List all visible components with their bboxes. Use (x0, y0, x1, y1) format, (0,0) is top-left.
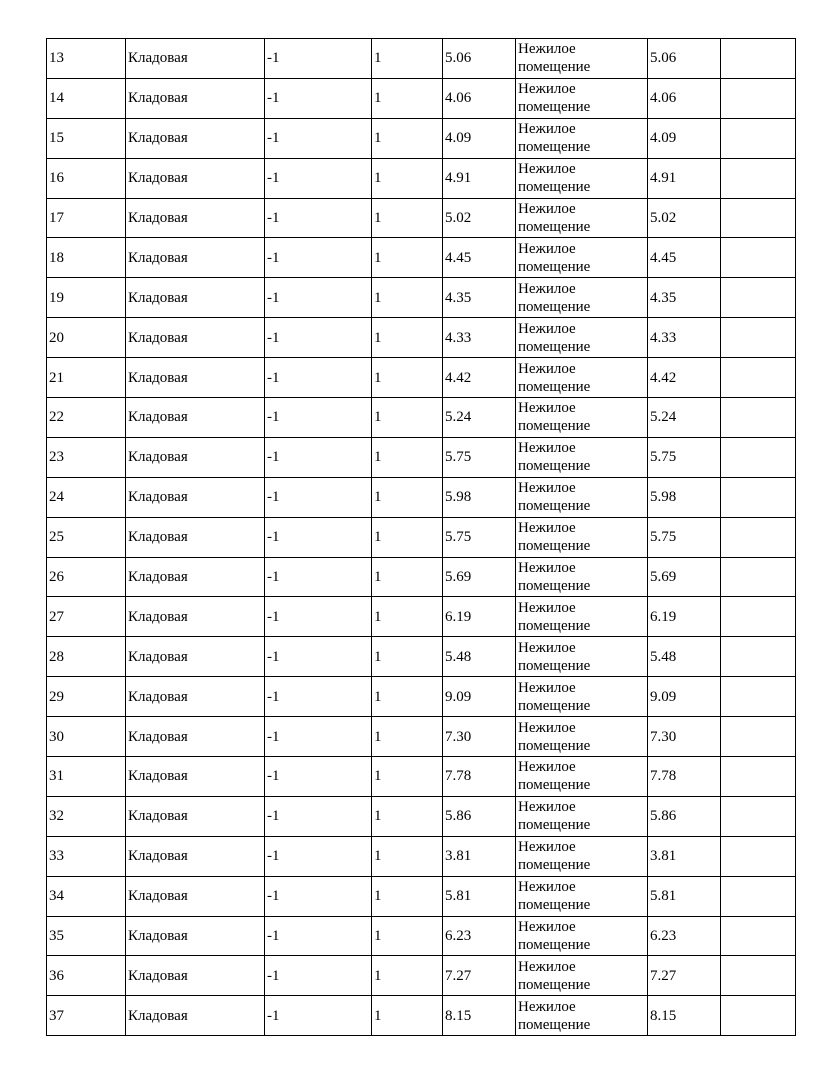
cell-area: 6.19 (443, 597, 516, 637)
premises-table (46, 38, 796, 1036)
premises-type-line1: Нежилое (518, 560, 576, 577)
cell-floor: -1 (265, 517, 372, 557)
table-row (47, 956, 796, 996)
cell-room-name: Кладовая (126, 836, 265, 876)
cell-number: 19 (47, 278, 126, 318)
cell-note (721, 916, 796, 956)
cell-floor: -1 (265, 398, 372, 438)
premises-type-line2: помещение (518, 258, 591, 275)
cell-floor: -1 (265, 836, 372, 876)
table-row (47, 517, 796, 557)
table-row (47, 916, 796, 956)
cell-premises-type (516, 118, 648, 158)
premises-type-line1: Нежилое (518, 679, 576, 696)
table-row (47, 78, 796, 118)
cell-area-total: 4.06 (648, 78, 721, 118)
cell-number: 35 (47, 916, 126, 956)
cell-room-name: Кладовая (126, 358, 265, 398)
cell-number: 20 (47, 318, 126, 358)
cell-area-total: 5.81 (648, 876, 721, 916)
cell-area-total: 8.15 (648, 996, 721, 1036)
premises-type-line2: помещение (518, 99, 591, 116)
cell-count: 1 (372, 238, 443, 278)
cell-count: 1 (372, 198, 443, 238)
cell-note (721, 158, 796, 198)
table-row (47, 836, 796, 876)
cell-room-name: Кладовая (126, 78, 265, 118)
cell-area-total: 7.78 (648, 757, 721, 797)
cell-count: 1 (372, 398, 443, 438)
cell-note (721, 198, 796, 238)
cell-area: 5.24 (443, 398, 516, 438)
cell-count: 1 (372, 796, 443, 836)
premises-type-line2: помещение (518, 857, 591, 874)
cell-floor: -1 (265, 876, 372, 916)
cell-area-total: 5.06 (648, 39, 721, 79)
cell-note (721, 318, 796, 358)
cell-premises-type (516, 996, 648, 1036)
cell-area: 4.06 (443, 78, 516, 118)
premises-type-line1: Нежилое (518, 240, 576, 257)
cell-area-total: 4.45 (648, 238, 721, 278)
cell-count: 1 (372, 876, 443, 916)
table-row (47, 637, 796, 677)
cell-count: 1 (372, 477, 443, 517)
cell-premises-type (516, 717, 648, 757)
cell-area-total: 9.09 (648, 677, 721, 717)
premises-type-line2: помещение (518, 219, 591, 235)
cell-count: 1 (372, 637, 443, 677)
premises-type-line2: помещение (518, 458, 591, 475)
cell-premises-type (516, 318, 648, 358)
table-row (47, 557, 796, 597)
cell-count: 1 (372, 358, 443, 398)
premises-type-line2: помещение (518, 657, 591, 674)
premises-type-line2: помещение (518, 617, 591, 634)
premises-type-line2: помещение (518, 498, 591, 515)
premises-type-line2: помещение (518, 59, 591, 76)
cell-premises-type (516, 358, 648, 398)
cell-area-total: 5.69 (648, 557, 721, 597)
cell-premises-type (516, 916, 648, 956)
cell-number: 33 (47, 836, 126, 876)
cell-area: 5.02 (443, 198, 516, 238)
premises-table-body (47, 39, 796, 1036)
cell-room-name: Кладовая (126, 996, 265, 1036)
cell-number: 22 (47, 398, 126, 438)
cell-area: 7.78 (443, 757, 516, 797)
premises-type-line2: помещение (518, 976, 591, 993)
cell-premises-type (516, 278, 648, 318)
cell-floor: -1 (265, 278, 372, 318)
cell-floor: -1 (265, 956, 372, 996)
cell-number: 24 (47, 477, 126, 517)
cell-area: 5.75 (443, 437, 516, 477)
cell-floor: -1 (265, 796, 372, 836)
cell-note (721, 836, 796, 876)
cell-room-name: Кладовая (126, 198, 265, 238)
cell-premises-type (516, 437, 648, 477)
cell-note (721, 238, 796, 278)
cell-note (721, 278, 796, 318)
cell-area-total: 3.81 (648, 836, 721, 876)
cell-area-total: 4.42 (648, 358, 721, 398)
cell-area: 4.45 (443, 238, 516, 278)
cell-room-name: Кладовая (126, 677, 265, 717)
cell-note (721, 717, 796, 757)
cell-room-name: Кладовая (126, 238, 265, 278)
cell-premises-type (516, 238, 648, 278)
premises-type-line1: Нежилое (518, 320, 576, 337)
cell-area: 5.06 (443, 39, 516, 79)
premises-type-line1: Нежилое (518, 639, 576, 656)
cell-area: 5.86 (443, 796, 516, 836)
cell-area: 6.23 (443, 916, 516, 956)
premises-type-line1: Нежилое (518, 919, 576, 936)
cell-number: 14 (47, 78, 126, 118)
premises-type-line1: Нежилое (518, 879, 576, 896)
cell-note (721, 637, 796, 677)
cell-number: 21 (47, 358, 126, 398)
cell-floor: -1 (265, 557, 372, 597)
cell-premises-type (516, 836, 648, 876)
premises-type-line2: помещение (518, 578, 591, 595)
cell-note (721, 398, 796, 438)
table-row (47, 437, 796, 477)
cell-number: 25 (47, 517, 126, 557)
premises-type-line1: Нежилое (518, 799, 576, 816)
premises-type-line2: помещение (518, 538, 591, 555)
cell-premises-type (516, 398, 648, 438)
premises-type-line2: помещение (518, 418, 591, 435)
cell-premises-type (516, 876, 648, 916)
cell-premises-type (516, 198, 648, 238)
cell-area: 4.42 (443, 358, 516, 398)
cell-area: 5.48 (443, 637, 516, 677)
cell-floor: -1 (265, 996, 372, 1036)
cell-floor: -1 (265, 717, 372, 757)
table-row (47, 238, 796, 278)
cell-room-name: Кладовая (126, 318, 265, 358)
cell-area-total: 6.23 (648, 916, 721, 956)
cell-number: 23 (47, 437, 126, 477)
premises-type-line1: Нежилое (518, 440, 576, 457)
cell-floor: -1 (265, 358, 372, 398)
cell-number: 26 (47, 557, 126, 597)
cell-note (721, 517, 796, 557)
cell-area-total: 7.27 (648, 956, 721, 996)
premises-type-line2: помещение (518, 1016, 591, 1033)
cell-floor: -1 (265, 238, 372, 278)
cell-floor: -1 (265, 198, 372, 238)
cell-number: 34 (47, 876, 126, 916)
premises-type-line2: помещение (518, 817, 591, 834)
cell-area: 4.91 (443, 158, 516, 198)
cell-area-total: 7.30 (648, 717, 721, 757)
cell-premises-type (516, 78, 648, 118)
premises-type-line2: помещение (518, 737, 591, 754)
cell-area: 4.09 (443, 118, 516, 158)
cell-area: 5.98 (443, 477, 516, 517)
cell-number: 17 (47, 198, 126, 238)
premises-type-line2: помещение (518, 897, 591, 914)
cell-room-name: Кладовая (126, 796, 265, 836)
cell-floor: -1 (265, 757, 372, 797)
cell-count: 1 (372, 996, 443, 1036)
cell-room-name: Кладовая (126, 118, 265, 158)
premises-type-line1: Нежилое (518, 81, 576, 98)
cell-floor: -1 (265, 597, 372, 637)
premises-type-line1: Нежилое (518, 161, 576, 178)
premises-type-line1: Нежилое (518, 998, 576, 1015)
cell-count: 1 (372, 557, 443, 597)
cell-floor: -1 (265, 118, 372, 158)
cell-number: 31 (47, 757, 126, 797)
cell-floor: -1 (265, 158, 372, 198)
table-row (47, 876, 796, 916)
cell-floor: -1 (265, 637, 372, 677)
cell-room-name: Кладовая (126, 597, 265, 637)
cell-premises-type (516, 637, 648, 677)
cell-number: 16 (47, 158, 126, 198)
cell-room-name: Кладовая (126, 956, 265, 996)
cell-number: 13 (47, 39, 126, 79)
cell-floor: -1 (265, 677, 372, 717)
cell-note (721, 437, 796, 477)
table-row (47, 39, 796, 79)
cell-count: 1 (372, 916, 443, 956)
cell-number: 27 (47, 597, 126, 637)
premises-type-line1: Нежилое (518, 360, 576, 377)
cell-floor: -1 (265, 477, 372, 517)
cell-note (721, 358, 796, 398)
premises-type-line1: Нежилое (518, 480, 576, 497)
cell-number: 32 (47, 796, 126, 836)
cell-count: 1 (372, 118, 443, 158)
cell-count: 1 (372, 597, 443, 637)
table-row (47, 118, 796, 158)
premises-type-line2: помещение (518, 139, 591, 156)
cell-number: 29 (47, 677, 126, 717)
cell-number: 28 (47, 637, 126, 677)
cell-premises-type (516, 39, 648, 79)
cell-count: 1 (372, 78, 443, 118)
cell-area: 8.15 (443, 996, 516, 1036)
cell-note (721, 796, 796, 836)
cell-note (721, 39, 796, 79)
cell-note (721, 118, 796, 158)
cell-count: 1 (372, 278, 443, 318)
premises-type-line1: Нежилое (518, 520, 576, 537)
premises-type-line2: помещение (518, 697, 591, 714)
cell-area: 5.69 (443, 557, 516, 597)
table-row (47, 757, 796, 797)
cell-premises-type (516, 796, 648, 836)
premises-type-line1: Нежилое (518, 759, 576, 776)
cell-area-total: 5.24 (648, 398, 721, 438)
cell-count: 1 (372, 158, 443, 198)
cell-area: 4.35 (443, 278, 516, 318)
cell-premises-type (516, 557, 648, 597)
cell-count: 1 (372, 437, 443, 477)
cell-area-total: 4.09 (648, 118, 721, 158)
cell-number: 18 (47, 238, 126, 278)
cell-premises-type (516, 597, 648, 637)
cell-number: 15 (47, 118, 126, 158)
cell-area: 3.81 (443, 836, 516, 876)
cell-room-name: Кладовая (126, 517, 265, 557)
premises-type-line2: помещение (518, 338, 591, 355)
cell-premises-type (516, 517, 648, 557)
premises-type-line2: помещение (518, 179, 591, 196)
cell-count: 1 (372, 517, 443, 557)
cell-note (721, 477, 796, 517)
cell-premises-type (516, 956, 648, 996)
cell-area: 7.30 (443, 717, 516, 757)
cell-note (721, 757, 796, 797)
cell-number: 37 (47, 996, 126, 1036)
cell-area-total: 6.19 (648, 597, 721, 637)
cell-number: 36 (47, 956, 126, 996)
premises-type-line2: помещение (518, 298, 591, 315)
cell-note (721, 876, 796, 916)
cell-room-name: Кладовая (126, 637, 265, 677)
premises-type-line1: Нежилое (518, 41, 576, 58)
table-row (47, 597, 796, 637)
cell-floor: -1 (265, 318, 372, 358)
premises-type-line2: помещение (518, 378, 591, 395)
premises-type-line1: Нежилое (518, 280, 576, 297)
cell-area-total: 5.02 (648, 198, 721, 238)
cell-premises-type (516, 757, 648, 797)
cell-room-name: Кладовая (126, 278, 265, 318)
table-row (47, 358, 796, 398)
cell-premises-type (516, 477, 648, 517)
table-row (47, 198, 796, 238)
cell-area-total: 5.48 (648, 637, 721, 677)
cell-note (721, 597, 796, 637)
table-row (47, 796, 796, 836)
cell-room-name: Кладовая (126, 717, 265, 757)
cell-area-total: 4.35 (648, 278, 721, 318)
cell-room-name: Кладовая (126, 39, 265, 79)
cell-area-total: 5.98 (648, 477, 721, 517)
cell-floor: -1 (265, 437, 372, 477)
cell-count: 1 (372, 677, 443, 717)
cell-premises-type (516, 677, 648, 717)
table-row (47, 677, 796, 717)
cell-area: 5.75 (443, 517, 516, 557)
cell-note (721, 996, 796, 1036)
cell-area-total: 4.91 (648, 158, 721, 198)
cell-note (721, 956, 796, 996)
cell-area: 4.33 (443, 318, 516, 358)
cell-area-total: 5.86 (648, 796, 721, 836)
cell-count: 1 (372, 836, 443, 876)
cell-note (721, 677, 796, 717)
cell-note (721, 557, 796, 597)
table-row (47, 318, 796, 358)
table-row (47, 996, 796, 1036)
cell-floor: -1 (265, 916, 372, 956)
cell-room-name: Кладовая (126, 757, 265, 797)
cell-room-name: Кладовая (126, 398, 265, 438)
cell-room-name: Кладовая (126, 158, 265, 198)
premises-type-line1: Нежилое (518, 958, 576, 975)
cell-area: 7.27 (443, 956, 516, 996)
cell-area-total: 5.75 (648, 437, 721, 477)
cell-count: 1 (372, 318, 443, 358)
premises-type-line2: помещение (518, 777, 591, 794)
table-row (47, 398, 796, 438)
premises-type-line1: Нежилое (518, 719, 576, 736)
premises-type-line1: Нежилое (518, 121, 576, 138)
cell-count: 1 (372, 956, 443, 996)
cell-area-total: 5.75 (648, 517, 721, 557)
cell-area-total: 4.33 (648, 318, 721, 358)
cell-note (721, 78, 796, 118)
premises-type-line1: Нежилое (518, 400, 576, 417)
cell-room-name: Кладовая (126, 477, 265, 517)
cell-room-name: Кладовая (126, 557, 265, 597)
cell-count: 1 (372, 39, 443, 79)
premises-type-line1: Нежилое (518, 599, 576, 616)
cell-count: 1 (372, 717, 443, 757)
cell-room-name: Кладовая (126, 876, 265, 916)
table-row (47, 158, 796, 198)
premises-type-line2: помещение (518, 937, 591, 954)
cell-count: 1 (372, 757, 443, 797)
cell-room-name: Кладовая (126, 916, 265, 956)
cell-room-name: Кладовая (126, 437, 265, 477)
table-row (47, 278, 796, 318)
cell-floor: -1 (265, 39, 372, 79)
table-row (47, 717, 796, 757)
cell-area: 9.09 (443, 677, 516, 717)
table-row (47, 477, 796, 517)
cell-number: 30 (47, 717, 126, 757)
cell-floor: -1 (265, 78, 372, 118)
cell-area: 5.81 (443, 876, 516, 916)
premises-type-line1: Нежилое (518, 839, 576, 856)
premises-type-line1: Нежилое (518, 201, 576, 217)
cell-premises-type (516, 158, 648, 198)
